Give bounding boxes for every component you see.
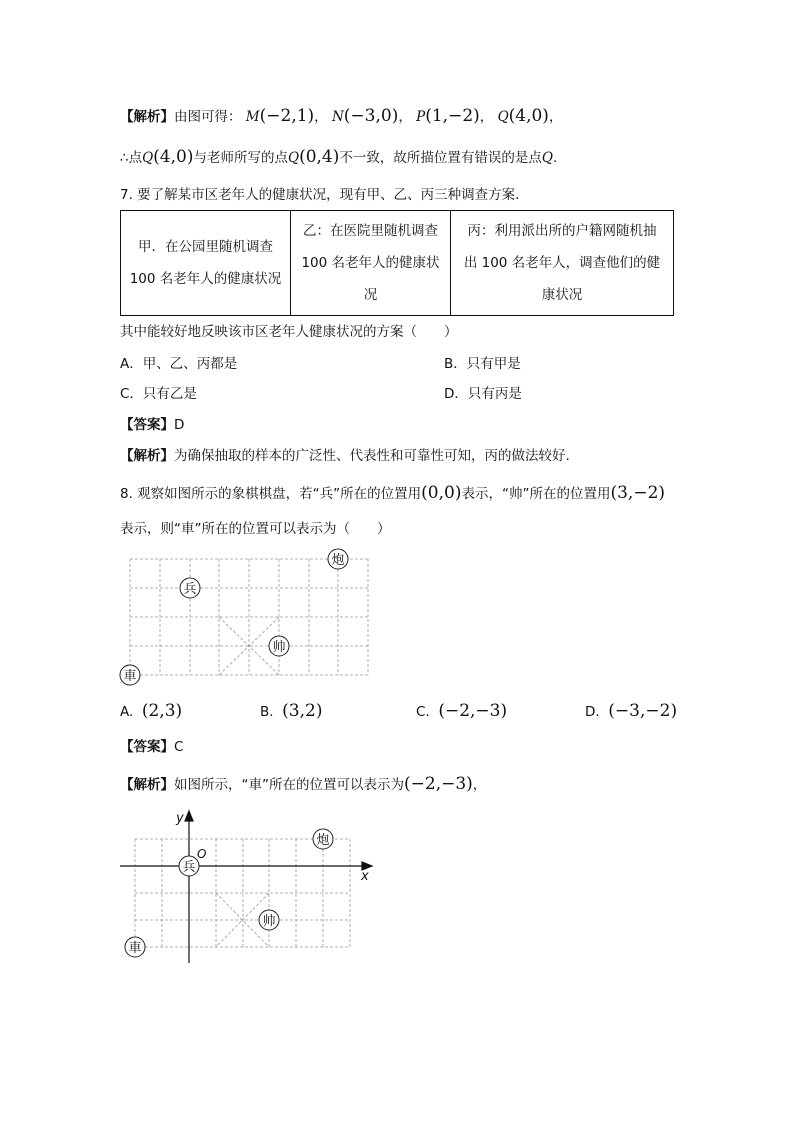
analysis-text: ，	[472, 777, 487, 793]
option-value: (2,3)	[141, 701, 183, 721]
analysis-coord: (−2,−3)	[404, 774, 473, 794]
point-name: Q	[497, 109, 509, 125]
survey-table	[120, 210, 674, 316]
pao-piece	[328, 549, 348, 569]
q7-stem: 7. 要了解某市区老年人的健康状况，现有甲、乙、丙三种调查方案.	[120, 187, 520, 203]
analysis-tag: 【解析】	[120, 448, 174, 464]
answer-value: C	[174, 739, 184, 755]
period: .	[552, 150, 558, 166]
point-name: N	[331, 109, 344, 125]
shuai-piece	[259, 910, 279, 930]
point-name: Q	[142, 150, 154, 166]
analysis-text: 为确保抽取的样本的广泛性、代表性和可靠性可知，丙的做法较好.	[174, 448, 570, 464]
option-value: (−2,−3)	[438, 701, 508, 721]
option-label: C.	[416, 704, 430, 720]
analysis-text: 如图所示，“車”所在的位置可以表示为	[174, 777, 404, 793]
pao-label: 炮	[316, 833, 330, 848]
q8-option-b	[260, 701, 322, 722]
point-name: Q	[287, 150, 300, 166]
analysis-prev-line1	[120, 106, 562, 127]
plan-bing-line: 出 100 名老年人，调查他们的健	[463, 255, 661, 271]
q7-option-c: C．只有乙是	[120, 386, 197, 402]
q7-option-b: B．只有甲是	[444, 356, 521, 372]
analysis-tag: 【解析】	[120, 109, 174, 125]
plan-bing-cell	[451, 211, 674, 316]
point-name: M	[245, 109, 260, 125]
option-label: B.	[260, 704, 274, 720]
analysis-prefix: 由图可得：	[174, 109, 242, 125]
q8-option-d	[585, 701, 677, 722]
chessboard-figure	[115, 545, 385, 690]
bing-piece	[179, 856, 199, 876]
plan-yi-line: 况	[363, 287, 378, 303]
y-axis-label: y	[176, 811, 184, 826]
q8-option-c	[416, 701, 507, 722]
point-name: Q	[541, 150, 553, 166]
origin-label: O	[197, 847, 207, 861]
separator: ，	[314, 109, 328, 125]
q8-analysis	[120, 774, 486, 795]
point-coord: (−3,0)	[343, 106, 399, 126]
stem-coord: (3,−2)	[610, 483, 666, 503]
q8-option-a	[120, 701, 182, 722]
bing-label: 兵	[182, 860, 196, 875]
bing-label: 兵	[183, 582, 197, 597]
separator: ，	[479, 109, 494, 125]
option-value: (−3,−2)	[608, 701, 678, 721]
q7-option-d: D．只有丙是	[444, 386, 522, 402]
analysis-text: 与老师所写的点	[193, 150, 288, 166]
point-coord: (−2,1)	[259, 106, 315, 126]
q8-answer	[120, 737, 183, 757]
pao-piece	[313, 829, 333, 849]
bing-piece	[180, 578, 200, 598]
axes	[120, 811, 372, 963]
che-label: 車	[128, 941, 142, 956]
option-value: (3,2)	[282, 701, 323, 721]
point-coord: (0,4)	[299, 147, 340, 167]
answer-value: D	[174, 417, 185, 433]
point-coord: (4,0)	[508, 106, 549, 126]
q7-answer	[120, 415, 184, 435]
che-piece	[125, 937, 145, 957]
option-label: D.	[585, 704, 600, 720]
answer-tag: 【答案】	[120, 739, 174, 755]
point-coord: (4,0)	[153, 147, 194, 167]
q7-analysis	[120, 446, 570, 466]
plan-jia-line: 甲．在公园里随机调查	[138, 239, 273, 255]
stem-text: 8. 观察如图所示的象棋棋盘，若“兵”所在的位置用	[120, 486, 422, 502]
therefore-text: ∴点	[120, 150, 143, 166]
plan-bing-line: 丙：利用派出所的户籍网随机抽	[467, 223, 657, 239]
shuai-label: 帅	[272, 640, 286, 655]
plan-jia-line: 100 名老年人的健康状况	[129, 271, 282, 287]
stem-text: 表示，“帅”所在的位置用	[461, 486, 611, 502]
plan-yi-line: 乙：在医院里随机调查	[303, 223, 438, 239]
pao-label: 炮	[331, 553, 345, 568]
plan-yi-line: 100 名老年人的健康状	[301, 255, 440, 271]
q8-stem-line1	[120, 483, 665, 504]
q7-question: 其中能较好地反映该市区老年人健康状况的方案（ ）	[120, 324, 458, 340]
analysis-prev-line2	[120, 147, 557, 168]
plan-yi-cell	[291, 211, 451, 316]
plan-bing-line: 康状况	[541, 287, 583, 303]
point-name: P	[416, 109, 426, 125]
q8-stem-line2: 表示，则“車”所在的位置可以表示为（ ）	[120, 521, 391, 537]
answer-tag: 【答案】	[120, 417, 174, 433]
x-axis-label: x	[361, 869, 369, 884]
q7-option-a: A．甲、乙、丙都是	[120, 356, 238, 372]
plan-jia-cell	[121, 211, 291, 316]
point-coord: (1,−2)	[425, 106, 480, 126]
shuai-label: 帅	[262, 914, 276, 929]
analysis-tag: 【解析】	[120, 777, 174, 793]
separator: ，	[398, 109, 412, 125]
separator: ，	[548, 109, 563, 125]
che-label: 車	[123, 669, 137, 684]
shuai-piece	[269, 636, 289, 656]
stem-coord: (0,0)	[421, 483, 462, 503]
che-piece	[120, 665, 140, 685]
coordinate-chessboard-figure	[115, 808, 385, 968]
option-label: A.	[120, 704, 134, 720]
analysis-text: 不一致，故所描位置有错误的是点	[339, 150, 542, 166]
